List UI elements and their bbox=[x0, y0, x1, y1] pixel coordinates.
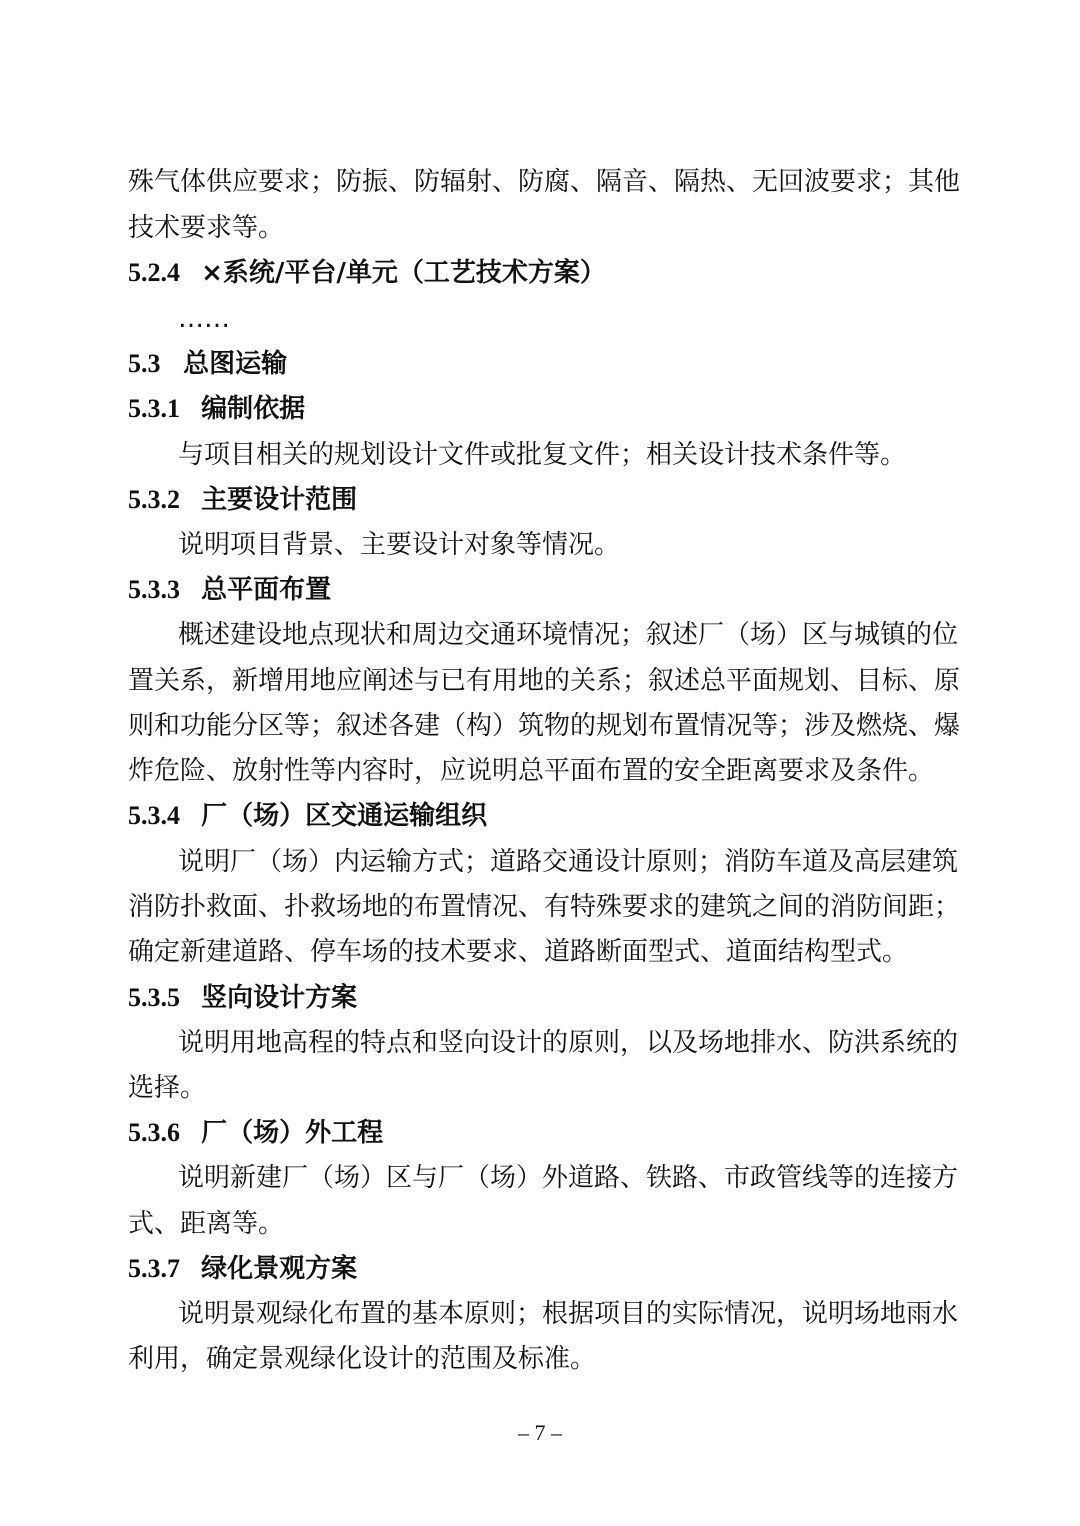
heading-number: 5.3 bbox=[128, 349, 161, 378]
heading-number: 5.3.2 bbox=[128, 485, 180, 514]
heading-number: 5.3.5 bbox=[128, 983, 180, 1012]
paragraph-line: 概述建设地点现状和周边交通环境情况；叙述厂（场）区与城镇的位 bbox=[178, 620, 959, 650]
paragraph-line: 殊气体供应要求；防振、防辐射、防腐、隔音、隔热、无回波要求；其他 bbox=[128, 167, 961, 197]
heading-number: 5.2.4 bbox=[128, 258, 180, 287]
paragraph-line: 置关系，新增用地应阐述与已有用地的关系；叙述总平面规划、目标、原 bbox=[128, 666, 961, 696]
heading-number: 5.3.4 bbox=[128, 801, 180, 830]
heading-title: 总图运输 bbox=[183, 349, 288, 379]
paragraph-line: 炸危险、放射性等内容时，应说明总平面布置的安全距离要求及条件。 bbox=[128, 756, 935, 786]
heading-5-2-4 bbox=[128, 256, 606, 290]
heading-number: 5.3.3 bbox=[128, 575, 180, 604]
heading-title: 竖向设计方案 bbox=[201, 983, 358, 1013]
heading-title: 总平面布置 bbox=[201, 575, 332, 605]
heading-number: 5.3.1 bbox=[128, 394, 180, 423]
paragraph-line: 说明项目背景、主要设计对象等情况。 bbox=[178, 530, 621, 560]
heading-title: 主要设计范围 bbox=[201, 485, 358, 515]
paragraph-line: 选择。 bbox=[128, 1073, 207, 1103]
ellipsis: …… bbox=[178, 304, 230, 334]
heading-5-3-3 bbox=[128, 573, 331, 607]
heading-5-3-6 bbox=[128, 1116, 383, 1150]
paragraph-line: 技术要求等。 bbox=[128, 213, 285, 243]
heading-number: 5.3.7 bbox=[128, 1254, 180, 1283]
paragraph-line: 说明用地高程的特点和竖向设计的原则，以及场地排水、防洪系统的 bbox=[178, 1028, 959, 1058]
paragraph-line: 确定新建道路、停车场的技术要求、道路断面型式、道面结构型式。 bbox=[128, 937, 909, 967]
heading-title: ×系统/平台/单元（工艺技术方案） bbox=[201, 258, 606, 288]
heading-5-3-4 bbox=[128, 799, 487, 833]
paragraph-line: 则和功能分区等；叙述各建（构）筑物的规划布置情况等；涉及燃烧、爆 bbox=[128, 711, 961, 741]
paragraph-line: 说明新建厂（场）区与厂（场）外道路、铁路、市政管线等的连接方 bbox=[178, 1163, 959, 1193]
heading-5-3-7 bbox=[128, 1252, 357, 1286]
heading-5-3-5 bbox=[128, 981, 357, 1015]
paragraph-line: 与项目相关的规划设计文件或批复文件；相关设计技术条件等。 bbox=[178, 440, 907, 470]
heading-5-3 bbox=[128, 347, 287, 381]
paragraph-line: 说明景观绿化布置的基本原则；根据项目的实际情况，说明场地雨水 bbox=[178, 1299, 959, 1329]
heading-5-3-1 bbox=[128, 392, 305, 426]
paragraph-line: 式、距离等。 bbox=[128, 1209, 285, 1239]
heading-title: 厂（场）外工程 bbox=[201, 1118, 384, 1148]
page-number: – 7 – bbox=[518, 1420, 562, 1445]
paragraph-line: 消防扑救面、扑救场地的布置情况、有特殊要求的建筑之间的消防间距； bbox=[128, 892, 961, 922]
heading-title: 编制依据 bbox=[201, 394, 306, 424]
heading-title: 绿化景观方案 bbox=[201, 1254, 358, 1284]
heading-5-3-2 bbox=[128, 483, 357, 517]
paragraph-line: 利用，确定景观绿化设计的范围及标准。 bbox=[128, 1344, 597, 1374]
heading-number: 5.3.6 bbox=[128, 1118, 180, 1147]
heading-title: 厂（场）区交通运输组织 bbox=[201, 801, 488, 831]
paragraph-line: 说明厂（场）内运输方式；道路交通设计原则；消防车道及高层建筑 bbox=[178, 847, 959, 877]
